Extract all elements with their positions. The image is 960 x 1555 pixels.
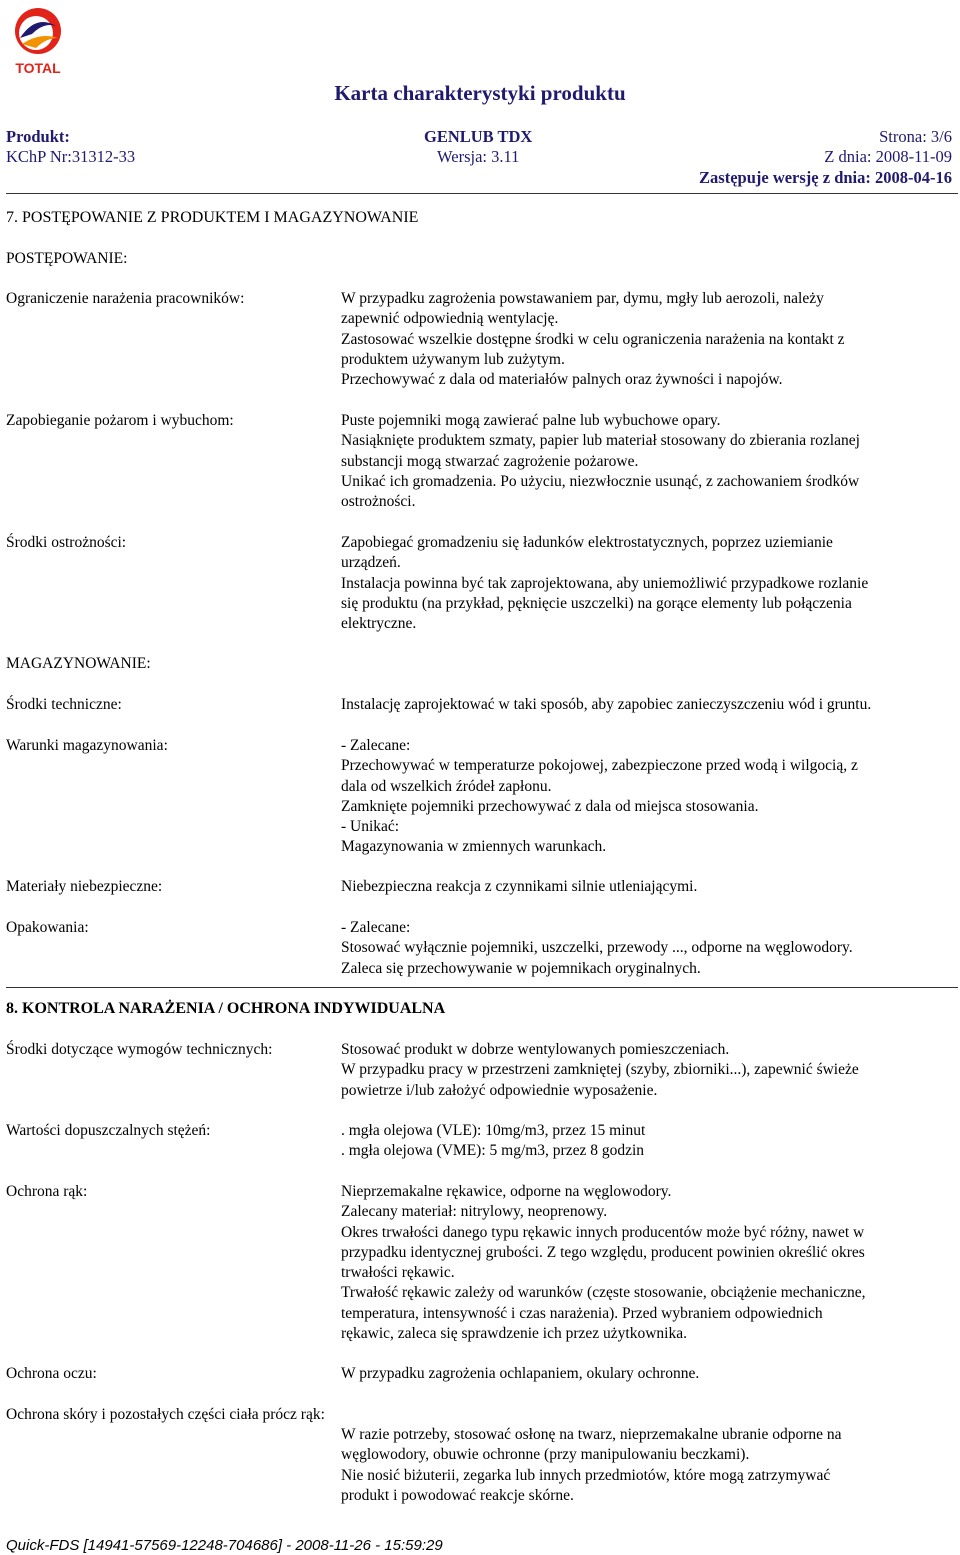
footer: Quick-FDS [14941-57569-12248-704686] - 2008-11-26 - 15:59:29 — [6, 1537, 443, 1554]
product-label: Produkt: — [6, 127, 70, 146]
exposure-limits-label: Wartości dopuszczalnych stężeń: — [6, 1122, 211, 1139]
technical-measures-text: Instalację zaprojektować w taki sposób, aby zapobiec zanieczyszczeniu wód i gruntu. — [341, 696, 872, 713]
section-divider — [6, 987, 958, 988]
hazardous-materials-label: Materiały niebezpieczne: — [6, 878, 163, 895]
version: Wersja: 3.11 — [437, 147, 520, 166]
header-divider — [6, 193, 958, 194]
skin-protection-text: W razie potrzeby, stosować osłonę na twarz, nieprzemakalne ubranie odporne na węglowodory, obuwie ochronne (przy manipulowaniu beczkami). Nie nosić biżuterii, zegarka lub innych przedmiotów, które mogą zatrzymywać produkt i powodować reakcje skórne. — [341, 1426, 842, 1504]
technical-requirements-text: Stosować produkt w dobrze wentylowanych pomieszczeniach. W przypadku pracy w przestrzeni zamkniętej (szyby, zbiorniki...), zapewnić świeże powietrze i/lub założyć odpowiednie wyposażenie. — [341, 1041, 859, 1099]
section-8-title: 8. KONTROLA NARAŻENIA / OCHRONA INDYWIDUALNA — [6, 1000, 446, 1017]
packaging-text: - Zalecane: Stosować wyłącznie pojemniki, uszczelki, przewody ..., odporne na węglowodory. Zaleca się przechowywanie w pojemnikach oryginalnych. — [341, 919, 853, 977]
skin-protection-label: Ochrona skóry i pozostałych części ciała prócz rąk: — [6, 1406, 325, 1423]
hazardous-materials-text: Niebezpieczna reakcja z czynnikami silnie utleniającymi. — [341, 878, 698, 895]
eye-protection-text: W przypadku zagrożenia ochlapaniem, okulary ochronne. — [341, 1365, 700, 1382]
eye-protection-label: Ochrona oczu: — [6, 1365, 97, 1382]
handling-heading: POSTĘPOWANIE: — [6, 250, 128, 267]
technical-requirements-label: Środki dotyczące wymogów technicznych: — [6, 1041, 273, 1058]
total-logo — [6, 4, 70, 78]
page-number: Strona: 3/6 — [879, 127, 952, 146]
storage-heading: MAGAZYNOWANIE: — [6, 655, 151, 672]
precautions-label: Środki ostrożności: — [6, 534, 127, 551]
issue-date: Z dnia: 2008-11-09 — [824, 147, 952, 166]
replaces-version: Zastępuje wersję z dnia: 2008-04-16 — [699, 168, 952, 187]
product-name: GENLUB TDX — [424, 127, 533, 146]
hand-protection-label: Ochrona rąk: — [6, 1183, 88, 1200]
fire-prevention-label: Zapobieganie pożarom i wybuchom: — [6, 412, 234, 429]
hand-protection-text: Nieprzemakalne rękawice, odporne na węglowodory. Zalecany materiał: nitrylowy, neoprenowy. Okres trwałości danego typu rękawic innych producentów może być różny, nawet w przypadku identycznej grubości. Z tego względu, producent powinien określić okres trwałości rękawic. Trwałość rękawic zależy od warunków (częste stosowanie, obciążenie mechaniczne, temperatura, intensywność i czas narażenia). Przed wybraniem odpowiednich rękawic, zaleca się sprawdzenie ich przez użytkownika. — [341, 1183, 866, 1343]
section-7-title: 7. POSTĘPOWANIE Z PRODUKTEM I MAGAZYNOWANIE — [6, 209, 419, 226]
fire-prevention-text: Puste pojemniki mogą zawierać palne lub wybuchowe opary. Nasiąknięte produktem szmaty, papier lub materiał stosowany do zbierania rozlanej substancji mogą stwarzać zagrożenie pożarowe. Unikać ich gromadzenia. Po użyciu, niezwłocznie usunąć, z zachowaniem środków ostrożności. — [341, 412, 860, 511]
exposure-text: W przypadku zagrożenia powstawaniem par, dymu, mgły lub aerozoli, należy zapewnić odpowiednią wentylację. Zastosować wszelkie dostępne środki w celu ograniczenia narażenia na kontakt z produktem używanym lub zużytym. Przechowywać z dala od materiałów palnych oraz żywności i napojów. — [341, 290, 845, 389]
packaging-label: Opakowania: — [6, 919, 89, 936]
precautions-text: Zapobiegać gromadzeniu się ładunków elektrostatycznych, poprzez uziemianie urządzeń. Instalacja powinna być tak zaprojektowana, aby uniemożliwić przypadkowe rozlanie się produktu (na przykład, pęknięcie uszczelki) na gorące elementy lub połączenia elektryczne. — [341, 534, 869, 633]
logo-text: TOTAL — [15, 60, 61, 76]
storage-conditions-text: - Zalecane: Przechowywać w temperaturze pokojowej, zabezpieczone przed wodą i wilgocią, z dala od wszelkich źródeł zapłonu. Zamknięte pojemniki przechowywać z dala od miejsca stosowania. - Unikać: Magazynowania w zmiennych warunkach. — [341, 737, 858, 856]
exposure-label: Ograniczenie narażenia pracowników: — [6, 290, 245, 307]
storage-conditions-label: Warunki magazynowania: — [6, 737, 168, 754]
kchp-number: KChP Nr:31312-33 — [6, 147, 136, 166]
exposure-limits-text: . mgła olejowa (VLE): 10mg/m3, przez 15 minut . mgła olejowa (VME): 5 mg/m3, przez 8 godzin — [341, 1122, 646, 1160]
document-title: Karta charakterystyki produktu — [334, 81, 626, 105]
technical-measures-label: Środki techniczne: — [6, 696, 122, 713]
